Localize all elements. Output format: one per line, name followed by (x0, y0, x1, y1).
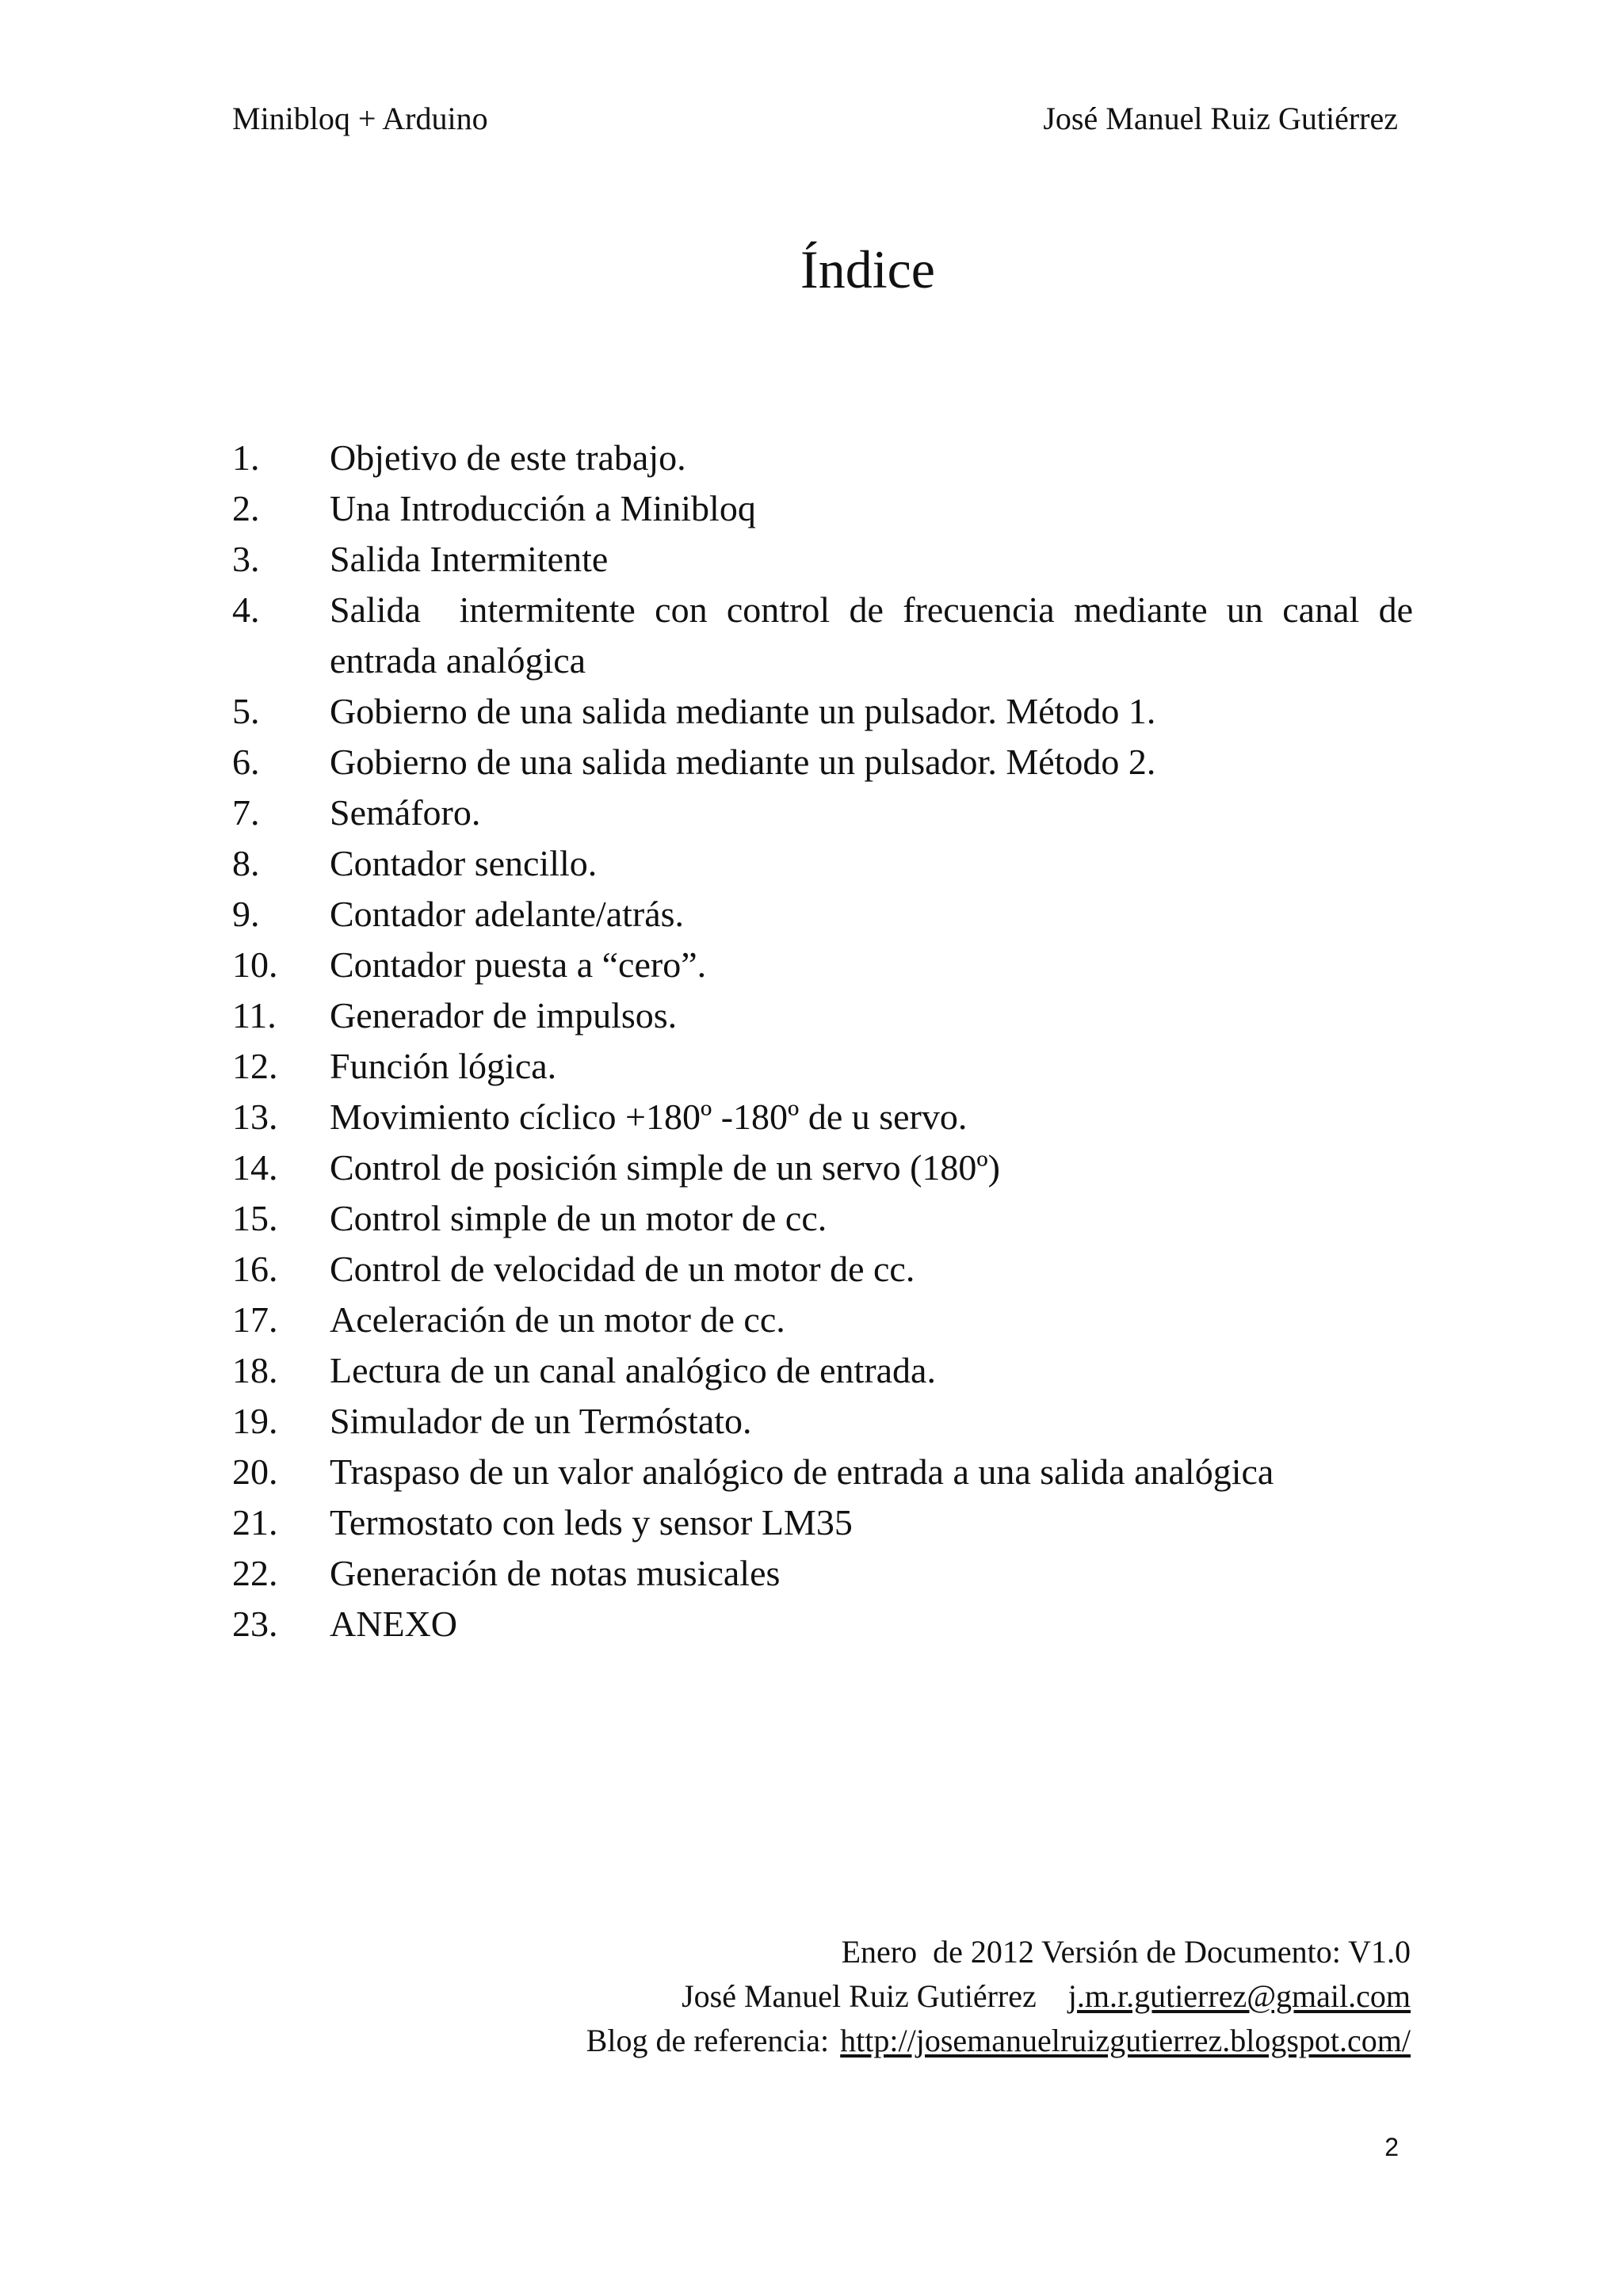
toc-entry (232, 1142, 1413, 1193)
toc-entry (232, 1193, 1413, 1244)
toc-entry-number: 21. (232, 1502, 278, 1543)
toc-entry (232, 940, 1413, 990)
toc-entry (232, 838, 1413, 889)
toc-entry (232, 686, 1413, 737)
footer-author: José Manuel Ruiz Gutiérrez (682, 1978, 1037, 2014)
running-header-left: Minibloq + Arduino (232, 101, 488, 136)
toc-entry-text: Gobierno de una salida mediante un pulsador. Método 1. (330, 691, 1156, 731)
toc-entry (232, 737, 1413, 788)
footer-blog-line (301, 2019, 1411, 2063)
toc-entry-number: 4. (232, 589, 260, 630)
toc-entry-number: 5. (232, 691, 260, 731)
footer-email-link[interactable]: j.m.r.gutierrez@gmail.com (1067, 1978, 1411, 2014)
toc-entry (232, 788, 1413, 838)
toc-entry (232, 1548, 1413, 1599)
toc-entry-text: Generación de notas musicales (330, 1553, 781, 1593)
toc-entry-text: Salida intermitente con control de frecuencia mediante un canal de entrada analógica (330, 589, 1423, 681)
toc-entry-text: ANEXO (330, 1604, 457, 1644)
running-header-right: José Manuel Ruiz Gutiérrez (1043, 101, 1398, 136)
toc-entry (232, 1599, 1413, 1650)
toc-entry-text: Contador sencillo. (330, 843, 598, 883)
page-title: Índice (800, 239, 935, 299)
toc-entry-text: Función lógica. (330, 1046, 557, 1086)
toc-entry-text: Traspaso de un valor analógico de entrada a una salida analógica (330, 1451, 1274, 1492)
footer-author-line (301, 1974, 1411, 2019)
toc-entry-text: Gobierno de una salida mediante un pulsador. Método 2. (330, 742, 1156, 782)
toc-entry-text: Salida Intermitente (330, 539, 609, 579)
toc-entry-text: Semáforo. (330, 792, 481, 833)
toc-entry (232, 1244, 1413, 1295)
toc-entry (232, 1447, 1413, 1497)
page-number: 2 (1384, 2133, 1399, 2161)
toc-entry (232, 534, 1413, 585)
footer-date-version: Enero de 2012 Versión de Documento: V1.0 (841, 1934, 1411, 1970)
toc-entry-text: Generador de impulsos. (330, 995, 678, 1035)
toc-entry-number: 11. (232, 995, 277, 1035)
toc-entry-number: 23. (232, 1604, 278, 1644)
footer-blog-label: Blog de referencia: (586, 2023, 830, 2058)
toc-entry-number: 14. (232, 1147, 278, 1188)
toc-entry (232, 433, 1413, 483)
toc-entry-text: Control de posición simple de un servo (180º) (330, 1147, 1000, 1188)
toc-entry (232, 1345, 1413, 1396)
toc-entry-text: Aceleración de un motor de cc. (330, 1299, 785, 1340)
toc-entry-text: Objetivo de este trabajo. (330, 437, 686, 478)
toc-entry-number: 18. (232, 1350, 278, 1390)
toc-entry-text: Simulador de un Termóstato. (330, 1401, 752, 1441)
toc-entry (232, 585, 1423, 686)
toc-entry-number: 12. (232, 1046, 278, 1086)
toc-entry-text: Lectura de un canal analógico de entrada. (330, 1350, 936, 1390)
toc-entry-number: 17. (232, 1299, 278, 1340)
toc-entry-number: 8. (232, 843, 260, 883)
toc-entry-number: 6. (232, 742, 260, 782)
toc-entry-number: 1. (232, 437, 260, 478)
toc-entry-number: 9. (232, 894, 260, 934)
toc-entry-text: Movimiento cíclico +180º -180º de u servo. (330, 1097, 968, 1137)
toc-entry-number: 7. (232, 792, 260, 833)
toc-entry-number: 15. (232, 1198, 278, 1238)
toc-entry (232, 889, 1413, 940)
toc-entry-text: Contador puesta a “cero”. (330, 944, 707, 985)
toc-entry (232, 1092, 1413, 1142)
toc-entry (232, 1396, 1413, 1447)
toc-entry-number: 10. (232, 944, 278, 985)
toc-entry-number: 16. (232, 1249, 278, 1289)
table-of-contents (232, 433, 1423, 1650)
toc-entry (232, 990, 1413, 1041)
footer-blog-link[interactable]: http://josemanuelruizgutierrez.blogspot.com/ (840, 2023, 1411, 2058)
toc-entry (232, 1497, 1413, 1548)
toc-entry-number: 19. (232, 1401, 278, 1441)
footer-block (301, 1930, 1411, 2063)
toc-entry (232, 483, 1413, 534)
toc-entry-number: 20. (232, 1451, 278, 1492)
toc-entry-number: 13. (232, 1097, 278, 1137)
toc-entry (232, 1295, 1413, 1345)
toc-entry-text: Control simple de un motor de cc. (330, 1198, 827, 1238)
toc-entry-number: 3. (232, 539, 260, 579)
toc-entry-number: 2. (232, 488, 260, 528)
toc-entry-text: Termostato con leds y sensor LM35 (330, 1502, 853, 1543)
toc-entry-text: Una Introducción a Minibloq (330, 488, 756, 528)
toc-entry-text: Control de velocidad de un motor de cc. (330, 1249, 915, 1289)
toc-entry-number: 22. (232, 1553, 278, 1593)
toc-entry (232, 1041, 1413, 1092)
toc-entry-text: Contador adelante/atrás. (330, 894, 685, 934)
